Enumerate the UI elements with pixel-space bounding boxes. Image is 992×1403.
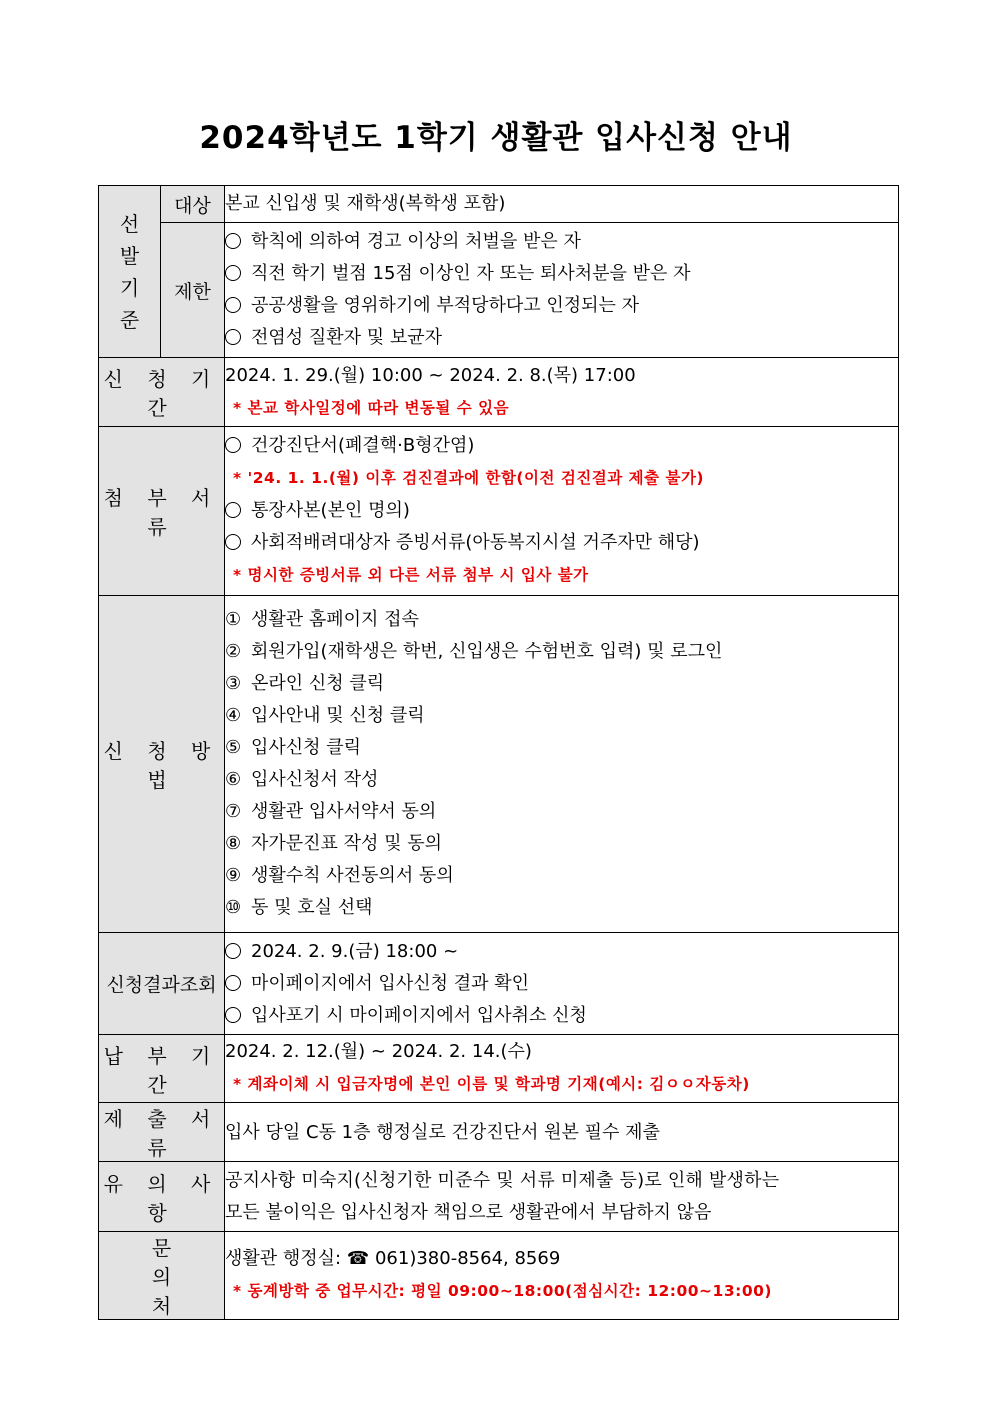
payment-value: 2024. 2. 12.(월) ~ 2024. 2. 14.(수) (225, 1041, 532, 1062)
caution-header: 유 의 사 항 (99, 1162, 225, 1232)
step-number: ⑦ (225, 801, 242, 822)
payment-header: 납 부 기 간 (99, 1035, 225, 1103)
target-label: 대상 (161, 186, 225, 223)
documents-content (225, 427, 899, 596)
step-text: 자가문진표 작성 및 동의 (251, 833, 443, 854)
submission-value: 입사 당일 C동 1층 행정실로 건강진단서 원본 필수 제출 (225, 1121, 660, 1143)
period-note: * 본교 학사일정에 따라 변동될 수 있음 (233, 398, 510, 417)
list-item (225, 604, 898, 636)
list-item (225, 1000, 898, 1032)
target-text: 본교 신입생 및 재학생(복학생 포함) (225, 193, 506, 214)
step-text: 입사신청 클릭 (251, 737, 362, 758)
documents-row (99, 427, 899, 596)
step-text: 입사신청서 작성 (251, 769, 379, 790)
contact-value: 생활관 행정실: ☎ 061)380-8564, 8569 (225, 1248, 561, 1269)
document-text: 건강진단서(폐결핵·B형간염) (251, 435, 475, 456)
method-row (99, 596, 899, 933)
restriction-text: 공공생활을 영위하기에 부적당하다고 인정되는 자 (251, 295, 640, 316)
target-value (225, 186, 899, 223)
step-number: ③ (225, 673, 242, 694)
step-text: 생활관 홈페이지 접속 (251, 609, 419, 630)
contact-content (225, 1232, 899, 1320)
restriction-text: 직전 학기 벌점 15점 이상인 자 또는 퇴사처분을 받은 자 (251, 263, 691, 284)
documents-header: 첨 부 서 류 (99, 427, 225, 596)
payment-note: * 계좌이체 시 입금자명에 본인 이름 및 학과명 기재(예시: 김ㅇㅇ자동차) (233, 1075, 750, 1093)
step-text: 입사안내 및 신청 클릭 (251, 705, 425, 726)
circle-bullet-icon (225, 534, 241, 550)
list-item (225, 430, 898, 462)
list-item (225, 860, 898, 892)
list-item (225, 828, 898, 860)
list-item (225, 495, 898, 527)
payment-row (99, 1035, 899, 1103)
list-item (225, 732, 898, 764)
method-content (225, 596, 899, 933)
result-header: 신청결과조회 (99, 933, 225, 1035)
caution-line: 공지사항 미숙지(신청기한 미준수 및 서류 미제출 등)로 인해 발생하는 (225, 1169, 780, 1191)
restriction-list (225, 223, 899, 358)
documents-note: * '24. 1. 1.(월) 이후 검진결과에 한함(이전 검진결과 제출 불가) (233, 469, 705, 487)
result-row (99, 933, 899, 1035)
step-number: ⑤ (225, 737, 242, 758)
period-content (225, 358, 899, 427)
step-number: ⑩ (225, 897, 242, 918)
step-text: 동 및 호실 선택 (251, 897, 373, 918)
list-item (225, 527, 898, 559)
document-text: 사회적배려대상자 증빙서류(아동복지시설 거주자만 해당) (251, 532, 700, 553)
step-number: ⑥ (225, 769, 242, 790)
restriction-text: 학칙에 의하여 경고 이상의 처벌을 받은 자 (251, 231, 581, 252)
step-text: 생활관 입사서약서 동의 (251, 801, 437, 822)
step-number: ② (225, 641, 242, 662)
selection-header-line1: 선 발 (119, 211, 154, 268)
page-title: 2024학년도 1학기 생활관 입사신청 안내 (199, 120, 793, 156)
restriction-text: 전염성 질환자 및 보균자 (251, 327, 443, 348)
circle-bullet-icon (225, 975, 241, 991)
step-text: 온라인 신청 클릭 (251, 673, 385, 694)
contact-note: * 동계방학 중 업무시간: 평일 09:00~18:00(점심시간: 12:00~13:00) (233, 1282, 772, 1300)
list-item (225, 796, 898, 828)
circle-bullet-icon (225, 1007, 241, 1023)
list-item (225, 892, 898, 924)
circle-bullet-icon (225, 265, 241, 281)
circle-bullet-icon (225, 329, 241, 345)
document-text: 통장사본(본인 명의) (251, 500, 410, 521)
info-table (98, 185, 899, 1320)
circle-bullet-icon (225, 437, 241, 453)
submission-header: 제 출 서 류 (99, 1103, 225, 1162)
result-text: 입사포기 시 마이페이지에서 입사취소 신청 (251, 1004, 587, 1026)
caution-row (99, 1162, 899, 1232)
list-item (225, 700, 898, 732)
contact-row (99, 1232, 899, 1320)
list-item (225, 290, 898, 322)
result-text: 마이페이지에서 입사신청 결과 확인 (251, 972, 529, 994)
step-number: ⑧ (225, 833, 242, 854)
contact-header: 문 의 처 (99, 1232, 225, 1320)
list-item (225, 258, 898, 290)
submission-row (99, 1103, 899, 1162)
selection-header-line2: 기 준 (119, 275, 154, 332)
period-value: 2024. 1. 29.(월) 10:00 ~ 2024. 2. 8.(목) 17:00 (225, 364, 636, 386)
selection-target-row (99, 186, 899, 223)
caution-line: 모든 불이익은 입사신청자 책임으로 생활관에서 부담하지 않음 (225, 1201, 712, 1223)
circle-bullet-icon (225, 297, 241, 313)
selection-restriction-row (99, 223, 899, 358)
submission-content (225, 1103, 899, 1162)
result-content (225, 933, 899, 1035)
list-item (225, 322, 898, 354)
step-text: 회원가입(재학생은 학번, 신입생은 수험번호 입력) 및 로그인 (251, 641, 723, 662)
list-item (225, 636, 898, 668)
circle-bullet-icon (225, 233, 241, 249)
documents-note: * 명시한 증빙서류 외 다른 서류 첨부 시 입사 불가 (233, 566, 589, 584)
step-number: ④ (225, 705, 242, 726)
selection-criteria-header (99, 186, 161, 358)
step-number: ① (225, 609, 242, 630)
period-row (99, 358, 899, 427)
list-item (225, 668, 898, 700)
caution-content (225, 1162, 899, 1232)
payment-content (225, 1035, 899, 1103)
period-header: 신 청 기 간 (99, 358, 225, 427)
circle-bullet-icon (225, 502, 241, 518)
circle-bullet-icon (225, 943, 241, 959)
result-text: 2024. 2. 9.(금) 18:00 ~ (251, 940, 459, 962)
step-text: 생활수칙 사전동의서 동의 (251, 865, 454, 886)
step-number: ⑨ (225, 865, 242, 886)
list-item (225, 968, 898, 1000)
method-header: 신 청 방 법 (99, 596, 225, 933)
list-item (225, 764, 898, 796)
restriction-label: 제한 (161, 223, 225, 358)
list-item (225, 226, 898, 258)
list-item (225, 936, 898, 968)
